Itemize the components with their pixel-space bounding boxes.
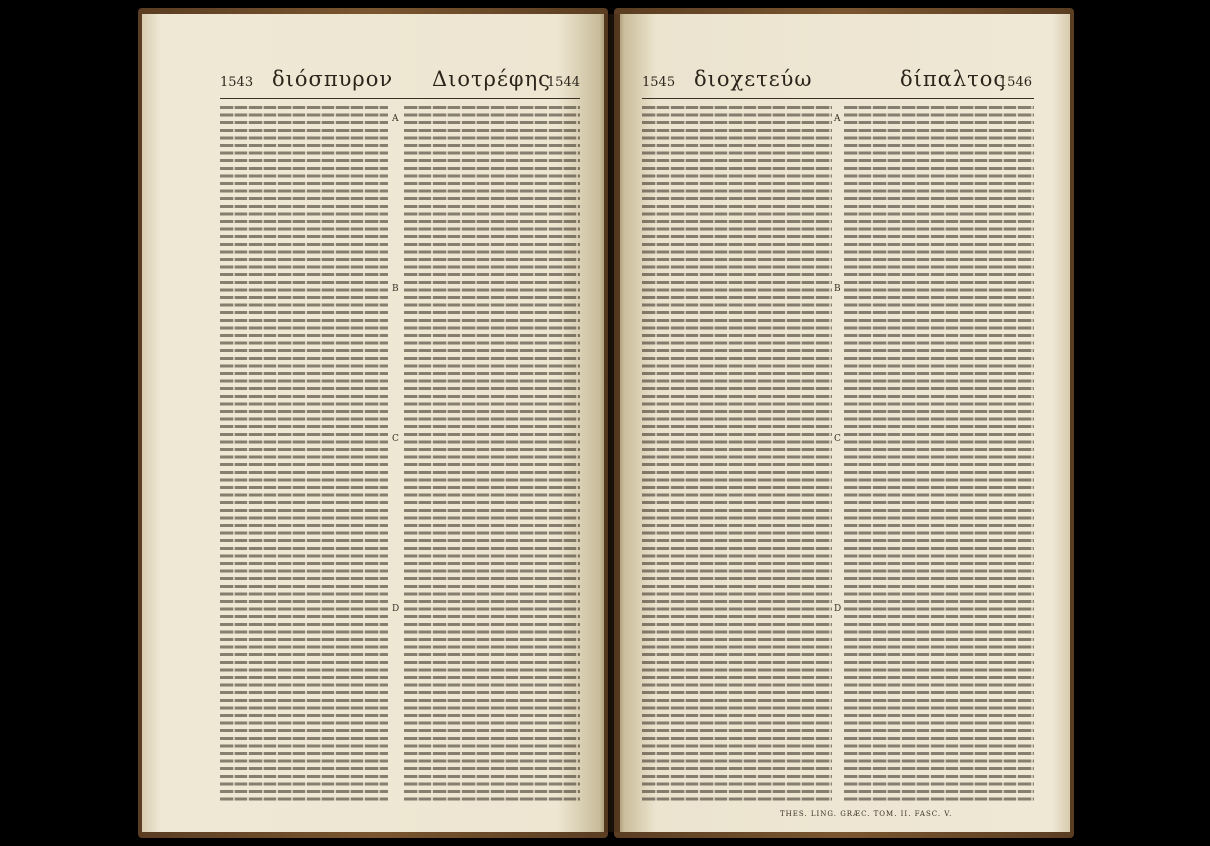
text-column-2 [844,104,1034,804]
margin-letter: B [392,284,399,294]
margin-letter: C [834,434,841,444]
right-page [620,14,1070,832]
page-footer: THES. LING. GRÆC. TOM. II. FASC. V. [780,810,953,818]
page-number: 1543 [220,75,254,90]
page-number: 1545 [642,75,676,90]
text-column-1 [642,104,832,804]
left-page-header [220,67,580,96]
page-number: 1544 [546,75,580,90]
margin-letter: D [834,604,842,614]
running-headword: δίπαλτος [900,67,1007,91]
running-headword: διοχετεύω [694,67,813,91]
header-rule [220,98,580,99]
margin-letter: B [834,284,841,294]
running-headword: Διοτρέφης [432,67,551,91]
text-column-2 [404,104,580,804]
text-column-1 [220,104,388,804]
margin-letter: D [392,604,400,614]
margin-letter: A [392,114,399,124]
right-page-header [642,67,1032,96]
margin-letter: A [834,114,841,124]
header-rule [642,98,1034,99]
running-headword: διόσπυρον [272,67,394,91]
left-page [142,14,604,832]
margin-letter: C [392,434,399,444]
page-number: 1546 [998,75,1032,90]
